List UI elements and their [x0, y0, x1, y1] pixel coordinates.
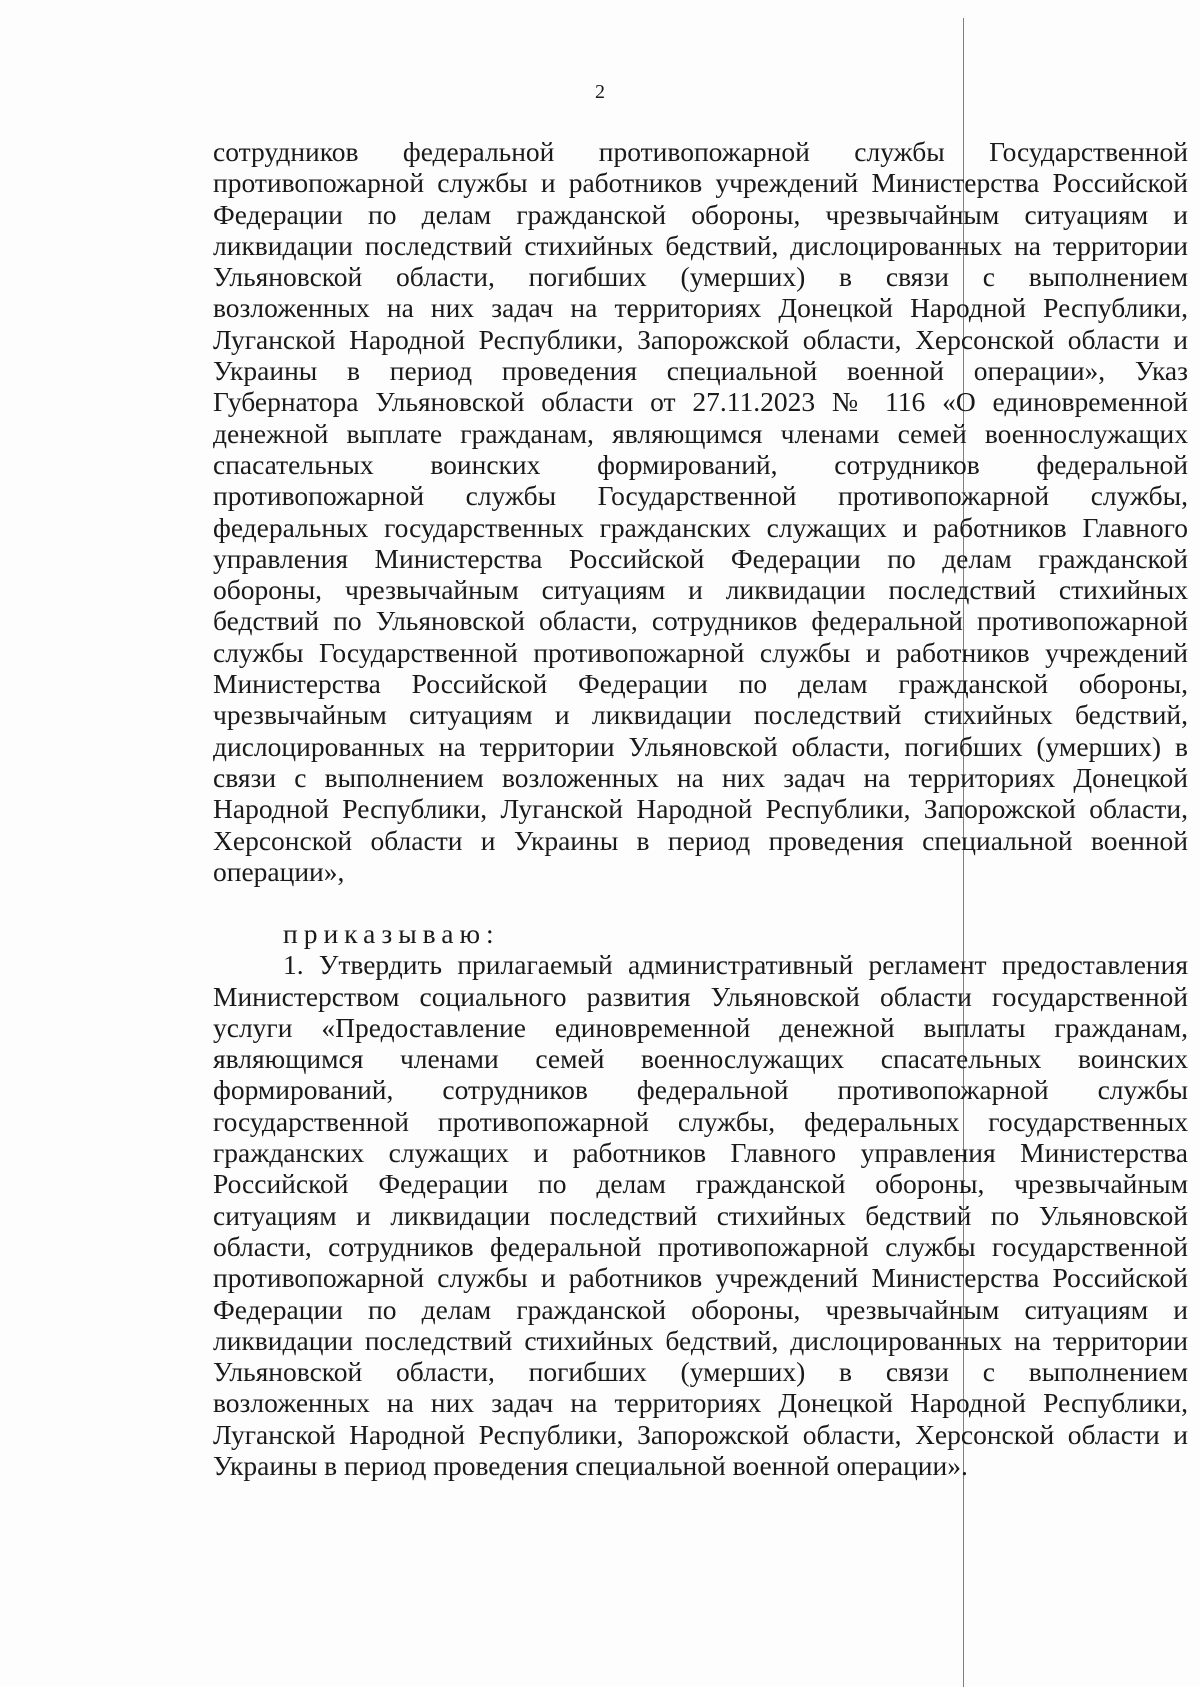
text-line: Федерации по делам гражданской обороны, чрезвычайным ситуациям и [213, 198, 1188, 230]
text-line: Народной Республики, Луганской Народной Республики, Запорожской области, [213, 793, 1188, 825]
text-line: 1. Утвердить прилагаемый административный регламент предоставления [283, 949, 1188, 981]
text-line: возложенных на них задач на территориях Донецкой Народной Республики, [213, 1387, 1188, 1419]
text-line: услуги «Предоставление единовременной денежной выплаты гражданам, [213, 1011, 1188, 1043]
text-line: Российской Федерации по делам гражданской обороны, чрезвычайным [213, 1168, 1188, 1200]
text-line: гражданских служащих и работников Главного управления Министерства [213, 1137, 1188, 1169]
page-number: 2 [595, 81, 605, 103]
text-line: Министерства Российской Федерации по делам гражданской обороны, [213, 668, 1188, 700]
text-line: возложенных на них задач на территориях Донецкой Народной Республики, [213, 292, 1188, 324]
text-line: обороны, чрезвычайным ситуациям и ликвидации последствий стихийных [213, 574, 1188, 606]
text-line: Луганской Народной Республики, Запорожской области, Херсонской области и [213, 323, 1188, 355]
text-line: Федерации по делам гражданской обороны, чрезвычайным ситуациям и [213, 1293, 1188, 1325]
text-line: Херсонской области и Украины в период проведения специальной военной [213, 824, 1188, 856]
order-word: приказываю: [283, 918, 500, 949]
text-line: спасательных воинских формирований, сотрудников федеральной [213, 448, 1188, 480]
text-line: ликвидации последствий стихийных бедствий, дислоцированных на территории [213, 1324, 1188, 1356]
text-line: ликвидации последствий стихийных бедствий, дислоцированных на территории [213, 229, 1188, 261]
text-line: Ульяновской области, погибших (умерших) в связи с выполнением [213, 1356, 1188, 1388]
text-line: противопожарной службы и работников учреждений Министерства Российской [213, 167, 1188, 199]
text-line: связи с выполнением возложенных на них задач на территориях Донецкой [213, 761, 1188, 793]
text-line: денежной выплате гражданам, являющимся членами семей военнослужащих [213, 417, 1188, 449]
text-line: Украины в период проведения специальной военной операции». [213, 1450, 968, 1482]
text-line: Украины в период проведения специальной военной операции», Указ [213, 355, 1188, 387]
text-line: области, сотрудников федеральной противопожарной службы государственной [213, 1230, 1188, 1262]
text-line: службы Государственной противопожарной службы и работников учреждений [213, 636, 1188, 668]
preamble-paragraph [213, 136, 1188, 887]
text-line: противопожарной службы и работников учреждений Министерства Российской [213, 1262, 1188, 1294]
text-line: Ульяновской области, погибших (умерших) в связи с выполнением [213, 261, 1188, 293]
text-line: Министерством социального развития Ульяновской области государственной [213, 980, 1188, 1012]
text-line: являющимся членами семей военнослужащих спасательных воинских [213, 1043, 1188, 1075]
text-line: формирований, сотрудников федеральной противопожарной службы [213, 1074, 1188, 1106]
text-line: федеральных государственных гражданских служащих и работников Главного [213, 511, 1188, 543]
text-line: государственной противопожарной службы, федеральных государственных [213, 1105, 1188, 1137]
text-line: управления Министерства Российской Федерации по делам гражданской [213, 542, 1188, 574]
text-line: операции», [213, 855, 345, 887]
text-line: чрезвычайным ситуациям и ликвидации последствий стихийных бедствий, [213, 699, 1188, 731]
text-line: ситуациям и ликвидации последствий стихийных бедствий по Ульяновской [213, 1199, 1188, 1231]
clause-1-paragraph [213, 949, 1188, 1481]
text-line: сотрудников федеральной противопожарной службы Государственной [213, 136, 1188, 167]
text-line: противопожарной службы Государственной противопожарной службы, [213, 480, 1188, 512]
text-line: бедствий по Ульяновской области, сотрудников федеральной противопожарной [213, 605, 1188, 637]
text-line: дислоцированных на территории Ульяновской области, погибших (умерших) в [213, 730, 1188, 762]
text-line: Луганской Народной Республики, Запорожской области, Херсонской области и [213, 1418, 1188, 1450]
text-line: Губернатора Ульяновской области от 27.11.2023 № 116 «О единовременной [213, 386, 1188, 418]
